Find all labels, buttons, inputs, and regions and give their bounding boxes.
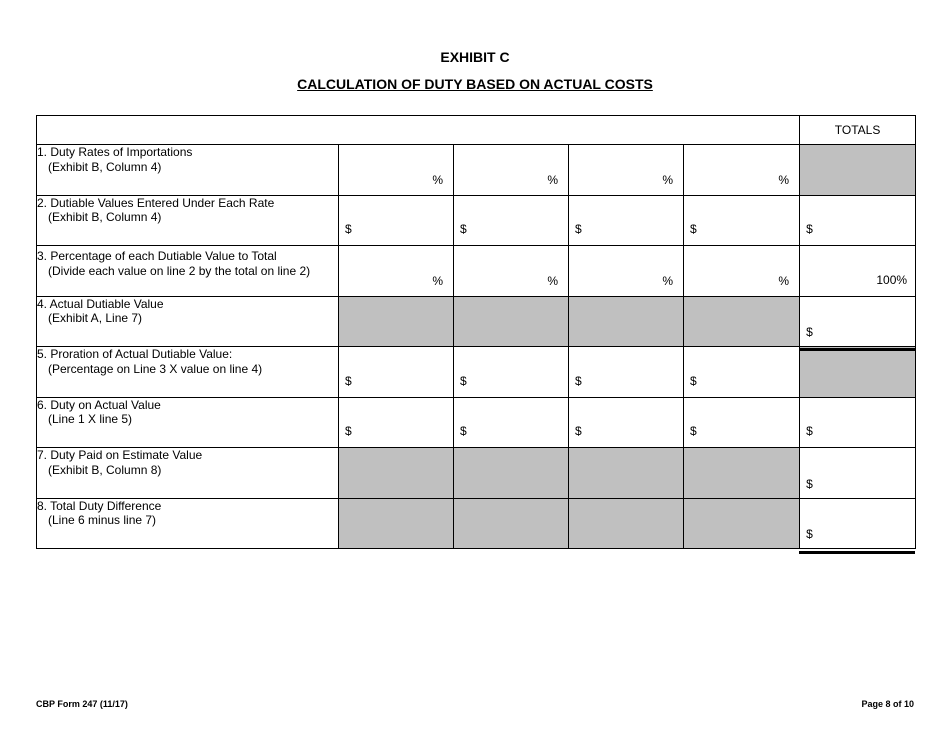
exhibit-subtitle: CALCULATION OF DUTY BASED ON ACTUAL COSTS [297, 76, 653, 92]
percentage-input-1[interactable] [339, 246, 454, 297]
dollar-symbol: $ [806, 325, 813, 339]
table-row-5 [37, 347, 916, 398]
shaded-cell [454, 296, 569, 347]
percent-symbol: % [547, 172, 558, 187]
proration-input-1[interactable] [339, 347, 454, 398]
row-label-main: 4. Actual Dutiable Value [37, 296, 164, 311]
double-underline-row4 [799, 348, 915, 351]
table-row-2 [37, 195, 916, 246]
row-label [37, 195, 339, 246]
row-label-sub: (Exhibit B, Column 8) [48, 462, 162, 477]
percent-symbol: % [547, 273, 558, 288]
shaded-cell [800, 145, 916, 196]
row-label-sub: (Percentage on Line 3 X value on line 4) [48, 361, 263, 376]
row-label-sub: (Line 6 minus line 7) [48, 513, 157, 527]
shaded-cell [684, 448, 800, 499]
row-label-main: 1. Duty Rates of Importations [37, 145, 193, 159]
percent-symbol: % [432, 172, 443, 187]
dollar-symbol: $ [806, 222, 813, 236]
duty-calculation-table [36, 115, 916, 549]
row-label [37, 347, 339, 398]
shaded-cell [454, 498, 569, 549]
shaded-cell [454, 448, 569, 499]
row-label [37, 145, 339, 196]
dollar-symbol: $ [345, 424, 352, 438]
shaded-cell [569, 296, 684, 347]
dollar-symbol: $ [690, 222, 697, 236]
row-label-main: 8. Total Duty Difference [37, 498, 162, 513]
dollar-symbol: $ [575, 424, 582, 438]
shaded-cell [684, 498, 800, 549]
percentage-input-2[interactable] [454, 246, 569, 297]
totals-header: TOTALS [800, 116, 916, 145]
row-label-sub: (Exhibit A, Line 7) [48, 311, 143, 325]
table-row-8 [37, 498, 916, 549]
row-label-main: 6. Duty on Actual Value [37, 397, 161, 412]
exhibit-title: EXHIBIT C [440, 49, 510, 65]
duty-actual-input-4[interactable] [684, 397, 800, 448]
dollar-symbol: $ [460, 424, 467, 438]
header-row [37, 116, 916, 145]
duty-paid-total-input[interactable] [800, 448, 916, 499]
table-row-6 [37, 397, 916, 448]
row-label-main: 2. Dutiable Values Entered Under Each Rate [37, 195, 275, 210]
dollar-symbol: $ [345, 222, 352, 236]
row-label-main: 3. Percentage of each Dutiable Value to Total [37, 249, 277, 263]
row-label-sub: (Divide each value on line 2 by the total on line 2) [48, 263, 311, 278]
page-number: Page 8 of 10 [861, 699, 914, 709]
rate-input-2[interactable] [454, 145, 569, 196]
shaded-cell [569, 448, 684, 499]
duty-actual-input-2[interactable] [454, 397, 569, 448]
proration-input-2[interactable] [454, 347, 569, 398]
value-input-1[interactable] [339, 195, 454, 246]
row-label-sub: (Exhibit B, Column 4) [48, 159, 162, 174]
value-input-3[interactable] [569, 195, 684, 246]
dollar-symbol: $ [345, 373, 352, 388]
value-total-input[interactable] [800, 195, 916, 246]
shaded-cell [339, 448, 454, 499]
dollar-symbol: $ [806, 476, 813, 491]
table-row-3 [37, 246, 916, 297]
duty-difference-total-input[interactable] [800, 498, 916, 549]
rate-input-3[interactable] [569, 145, 684, 196]
header-blank-cell [37, 116, 800, 145]
table-row-7 [37, 448, 916, 499]
shaded-cell [684, 296, 800, 347]
dollar-symbol: $ [575, 373, 582, 388]
dollar-symbol: $ [460, 373, 467, 388]
proration-input-4[interactable] [684, 347, 800, 398]
duty-actual-input-3[interactable] [569, 397, 684, 448]
row-label-sub: (Line 1 X line 5) [48, 412, 133, 426]
row-label [37, 296, 339, 347]
percent-symbol: % [778, 172, 790, 187]
percentage-input-4[interactable] [684, 246, 800, 297]
row-label [37, 397, 339, 448]
percent-symbol: % [662, 172, 673, 187]
table-row-1 [37, 145, 916, 196]
row-label [37, 498, 339, 549]
row-label-sub: (Exhibit B, Column 4) [48, 210, 162, 224]
dollar-symbol: $ [690, 373, 697, 388]
rate-input-1[interactable] [339, 145, 454, 196]
shaded-cell [800, 347, 916, 398]
form-id: CBP Form 247 (11/17) [36, 699, 128, 709]
row-label-main: 7. Duty Paid on Estimate Value [37, 448, 203, 462]
percent-symbol: % [662, 273, 673, 288]
percent-symbol: % [778, 273, 790, 288]
proration-input-3[interactable] [569, 347, 684, 398]
table-row-4 [37, 296, 916, 347]
row-label [37, 246, 339, 297]
duty-actual-input-1[interactable] [339, 397, 454, 448]
value-input-4[interactable] [684, 195, 800, 246]
double-underline-row8 [799, 551, 915, 554]
row-label [37, 448, 339, 499]
hundred-percent-value: 100% [876, 272, 908, 287]
shaded-cell [339, 296, 454, 347]
dollar-symbol: $ [690, 424, 697, 438]
percent-symbol: % [432, 273, 443, 288]
rate-input-4[interactable] [684, 145, 800, 196]
dollar-symbol: $ [460, 222, 467, 236]
shaded-cell [339, 498, 454, 549]
value-input-2[interactable] [454, 195, 569, 246]
shaded-cell [569, 498, 684, 549]
percentage-total [800, 246, 916, 297]
row-label-main: 5. Proration of Actual Dutiable Value: [37, 347, 233, 361]
duty-actual-total-input[interactable] [800, 397, 916, 448]
actual-dutiable-total-input[interactable] [800, 296, 916, 347]
dollar-symbol: $ [806, 527, 813, 541]
dollar-symbol: $ [806, 424, 813, 438]
percentage-input-3[interactable] [569, 246, 684, 297]
dollar-symbol: $ [575, 222, 582, 236]
